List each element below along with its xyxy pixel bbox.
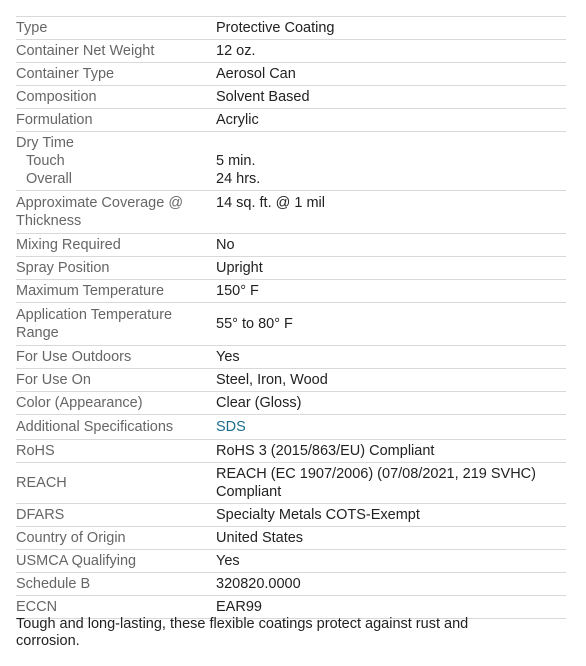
spec-label: Type (16, 17, 216, 40)
spec-label: Container Net Weight (16, 40, 216, 63)
spec-value: Specialty Metals COTS-Exempt (216, 504, 566, 527)
dry-time-touch-label: Touch (26, 153, 65, 169)
specifications-table (16, 16, 566, 619)
spec-label: REACH (16, 463, 216, 504)
spec-row-country-of-origin (16, 527, 566, 550)
dry-time-overall-label: Overall (26, 171, 72, 187)
spec-label: Country of Origin (16, 527, 216, 550)
spec-row-dry-time (16, 132, 566, 191)
spec-label: DFARS (16, 504, 216, 527)
spec-row-approximate-coverage (16, 191, 566, 234)
spec-label: Schedule B (16, 573, 216, 596)
spec-label: Formulation (16, 109, 216, 132)
spec-value: REACH (EC 1907/2006) (07/08/2021, 219 SVHC) Compliant (216, 463, 566, 504)
spec-value: Clear (Gloss) (216, 392, 566, 415)
spec-row-composition (16, 86, 566, 109)
spec-value: Aerosol Can (216, 63, 566, 86)
spec-label: Container Type (16, 63, 216, 86)
spec-row-maximum-temperature (16, 280, 566, 303)
spec-value: United States (216, 527, 566, 550)
spec-value: RoHS 3 (2015/863/EU) Compliant (216, 440, 566, 463)
spec-value: 14 sq. ft. @ 1 mil (216, 191, 566, 234)
spec-label: Color (Appearance) (16, 392, 216, 415)
sds-link[interactable]: SDS (216, 419, 246, 435)
spec-label: ECCN (16, 596, 216, 619)
spec-row-type (16, 17, 566, 40)
spec-row-for-use-on (16, 369, 566, 392)
spec-label: Application Temperature Range (16, 303, 216, 346)
spec-row-usmca-qualifying (16, 550, 566, 573)
spec-label: Additional Specifications (16, 415, 216, 440)
spec-row-mixing-required (16, 234, 566, 257)
product-description: Tough and long-lasting, these flexible coatings protect against rust and corrosion. (16, 616, 469, 649)
spec-value: Acrylic (216, 109, 566, 132)
spec-value: 320820.0000 (216, 573, 566, 596)
spec-label: Spray Position (16, 257, 216, 280)
spec-label: For Use Outdoors (16, 346, 216, 369)
spec-label: Mixing Required (16, 234, 216, 257)
dry-time-label: Dry Time (16, 135, 74, 151)
spec-value: No (216, 234, 566, 257)
spec-row-for-use-outdoors (16, 346, 566, 369)
spec-value: Solvent Based (216, 86, 566, 109)
spec-row-formulation (16, 109, 566, 132)
spec-row-dfars (16, 504, 566, 527)
spec-label: For Use On (16, 369, 216, 392)
spec-row-color-appearance (16, 392, 566, 415)
spec-row-reach (16, 463, 566, 504)
spec-value: 12 oz. (216, 40, 566, 63)
spec-value: EAR99 (216, 596, 566, 619)
spec-value: Upright (216, 257, 566, 280)
spec-value: Steel, Iron, Wood (216, 369, 566, 392)
dry-time-overall-value: 24 hrs. (216, 171, 261, 187)
spec-row-spray-position (16, 257, 566, 280)
spec-label: Composition (16, 86, 216, 109)
spec-value: Yes (216, 550, 566, 573)
dry-time-touch-value: 5 min. (216, 153, 256, 169)
spec-row-additional-specifications (16, 415, 566, 440)
dry-time-values (216, 132, 566, 191)
spec-label: USMCA Qualifying (16, 550, 216, 573)
spec-row-application-temperature-range (16, 303, 566, 346)
spec-value: Protective Coating (216, 17, 566, 40)
spec-row-container-type (16, 63, 566, 86)
spec-value: 55° to 80° F (216, 303, 566, 346)
dry-time-labels (16, 132, 216, 191)
spec-row-rohs (16, 440, 566, 463)
spec-value: Yes (216, 346, 566, 369)
spec-label: Approximate Coverage @ Thickness (16, 191, 216, 234)
spec-label: Maximum Temperature (16, 280, 216, 303)
spec-value (216, 415, 566, 440)
spec-row-schedule-b (16, 573, 566, 596)
spec-row-container-net-weight (16, 40, 566, 63)
spec-value: 150° F (216, 280, 566, 303)
spec-label: RoHS (16, 440, 216, 463)
